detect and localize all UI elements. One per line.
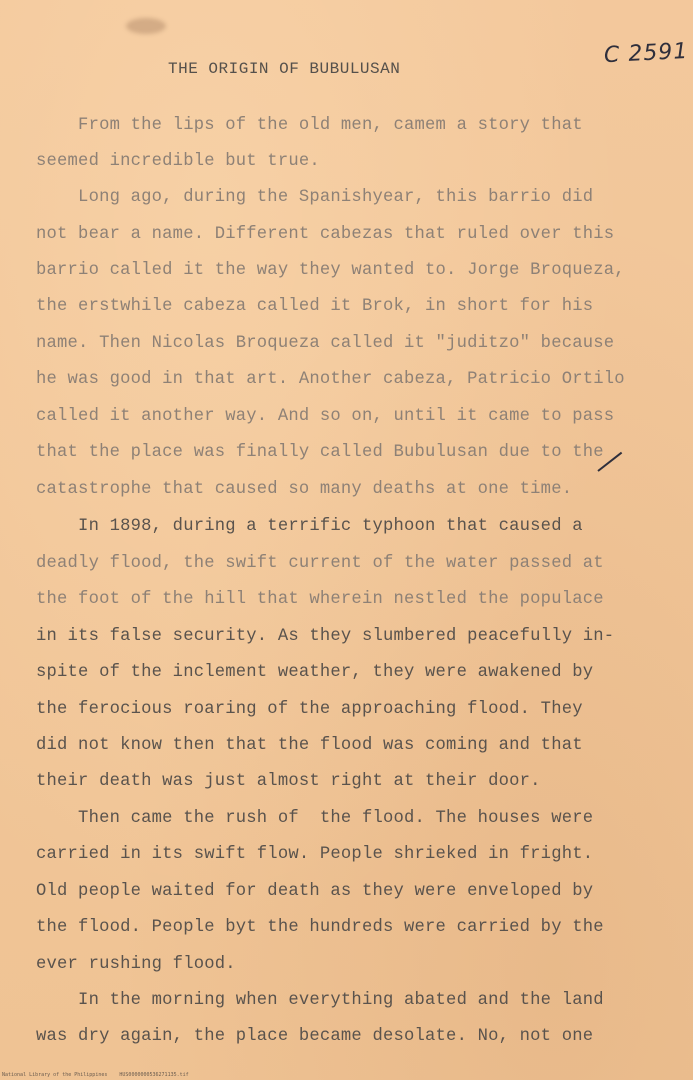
text-line: name. Then Nicolas Broqueza called it "juditzo" because xyxy=(36,334,615,353)
text-line: not bear a name. Different cabezas that ruled over this xyxy=(36,225,615,244)
text-line: Then came the rush of the flood. The houses were xyxy=(36,809,594,828)
text-line: did not know then that the flood was coming and that xyxy=(36,736,583,755)
text-line: seemed incredible but true. xyxy=(36,152,320,171)
text-line: Long ago, during the Spanishyear, this barrio did xyxy=(36,188,594,207)
text-line: Old people waited for death as they were enveloped by xyxy=(36,882,594,901)
document-title: THE ORIGIN OF BUBULUSAN xyxy=(168,60,401,78)
text-line: their death was just almost right at their door. xyxy=(36,772,541,791)
text-line: that the place was finally called Bubulusan due to the xyxy=(36,443,604,462)
text-line: In 1898, during a terrific typhoon that caused a xyxy=(36,517,583,536)
catalog-mark: C 2591 xyxy=(603,38,689,69)
text-line: he was good in that art. Another cabeza, Patricio Ortilo xyxy=(36,370,625,389)
text-line: ever rushing flood. xyxy=(36,955,236,974)
text-line: in its false security. As they slumbered peacefully in- xyxy=(36,627,615,646)
text-line: the foot of the hill that wherein nestled the populace xyxy=(36,590,604,609)
text-line: the ferocious roaring of the approaching flood. They xyxy=(36,700,583,719)
text-line: From the lips of the old men, camem a story that xyxy=(36,116,583,135)
text-line: carried in its swift flow. People shrieked in fright. xyxy=(36,845,594,864)
text-line: the flood. People byt the hundreds were carried by the xyxy=(36,918,604,937)
ink-smudge xyxy=(126,18,166,34)
text-line: called it another way. And so on, until it came to pass xyxy=(36,407,615,426)
scan-footer: National Library of the Philippines HUS0000000536271135.tif xyxy=(2,1072,189,1078)
text-line: the erstwhile cabeza called it Brok, in short for his xyxy=(36,297,594,316)
text-line: deadly flood, the swift current of the water passed at xyxy=(36,554,604,573)
text-line: barrio called it the way they wanted to. Jorge Broqueza, xyxy=(36,261,625,280)
text-line: catastrophe that caused so many deaths at one time. xyxy=(36,480,573,499)
text-line: was dry again, the place became desolate. No, not one xyxy=(36,1027,594,1046)
text-line: In the morning when everything abated and the land xyxy=(36,991,604,1010)
text-line: spite of the inclement weather, they were awakened by xyxy=(36,663,594,682)
